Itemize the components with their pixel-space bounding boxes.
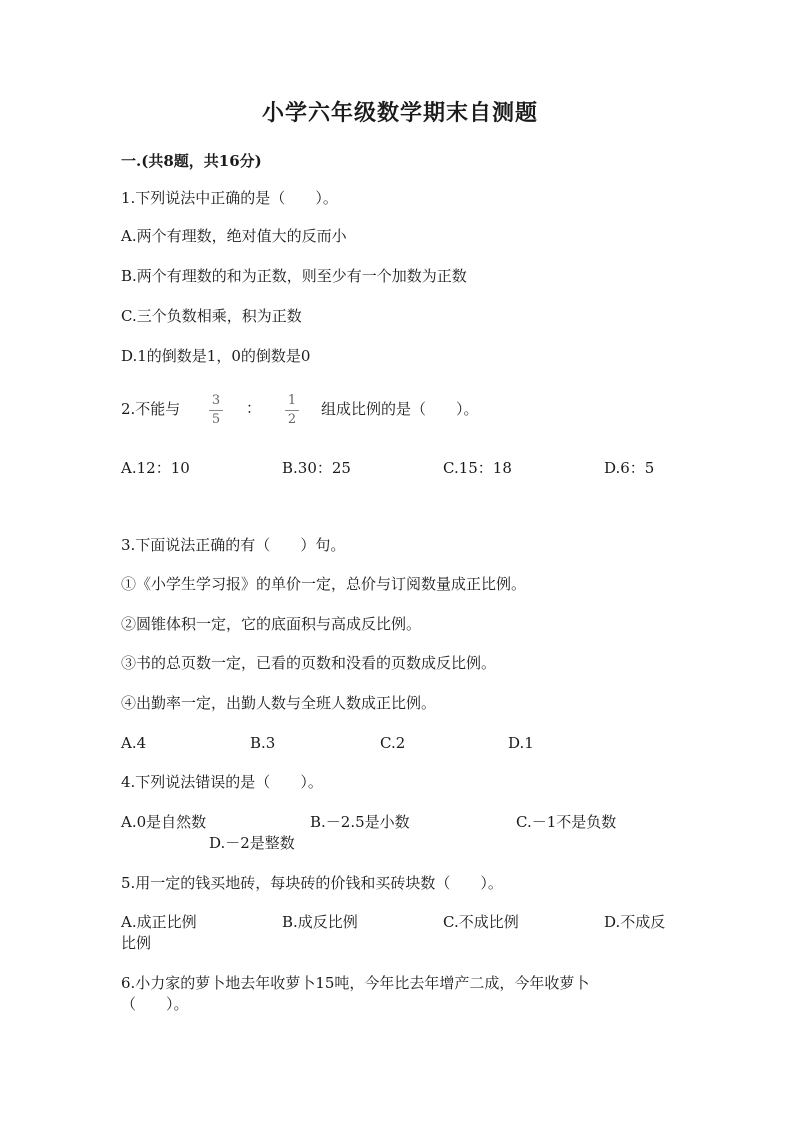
question-3-statement-4: ④出勤率一定，出勤人数与全班人数成正比例。	[121, 694, 437, 712]
question-2-prefix: 2.不能与	[121, 400, 181, 418]
question-5-option-c: C.不成比例	[443, 913, 519, 931]
ratio-colon: ：	[246, 399, 262, 417]
question-1-option-b: B.两个有理数的和为正数，则至少有一个加数为正数	[121, 267, 467, 285]
question-1-option-c: C.三个负数相乘，积为正数	[121, 307, 302, 325]
question-3-option-b: B.3	[250, 734, 276, 752]
question-3-statement-3: ③书的总页数一定，已看的页数和没看的页数成反比例。	[121, 654, 497, 672]
question-2-suffix: 组成比例的是（ ）。	[321, 400, 479, 418]
page-title: 小学六年级数学期末自测题	[261, 101, 538, 126]
question-2-option-d: D.6：5	[604, 459, 655, 477]
question-5-option-d-continued: 比例	[121, 934, 152, 952]
section-heading: 一.(共8题，共16分)	[121, 152, 262, 170]
fraction-numerator: 3	[211, 393, 221, 408]
fraction-bar	[209, 410, 223, 411]
question-6-stem-continued: （ ）。	[121, 995, 189, 1013]
fraction-denominator: 2	[287, 412, 297, 427]
fraction-three-fifths	[206, 394, 226, 427]
fraction-one-half	[282, 394, 302, 427]
question-3-statement-1: ①《小学生学习报》的单价一定，总价与订阅数量成正比例。	[121, 575, 527, 593]
question-1-stem: 1.下列说法中正确的是（ ）。	[121, 189, 338, 207]
question-4-stem: 4.下列说法错误的是（ ）。	[121, 773, 323, 791]
question-3-option-d: D.1	[508, 734, 534, 752]
question-2-option-a: A.12：10	[121, 459, 190, 477]
question-4-option-a: A.0是自然数	[121, 813, 207, 831]
question-2-option-c: C.15：18	[443, 459, 512, 477]
question-5-option-a: A.成正比例	[121, 913, 197, 931]
question-1-option-d: D.1的倒数是1，0的倒数是0	[121, 347, 311, 365]
question-3-statement-2: ②圆锥体积一定，它的底面积与高成反比例。	[121, 615, 422, 633]
fraction-bar	[285, 410, 299, 411]
question-5-option-b: B.成反比例	[282, 913, 358, 931]
fraction-denominator: 5	[211, 412, 221, 427]
question-5-stem: 5.用一定的钱买地砖，每块砖的价钱和买砖块数（ ）。	[121, 874, 503, 892]
question-3-option-a: A.4	[121, 734, 147, 752]
question-4-option-d: D.－2是整数	[209, 834, 295, 852]
question-3-stem: 3.下面说法正确的有（ ）句。	[121, 536, 346, 554]
question-4-option-c: C.－1不是负数	[516, 813, 617, 831]
question-4-option-b: B.－2.5是小数	[310, 813, 410, 831]
question-5-option-d: D.不成反	[604, 913, 666, 931]
question-3-option-c: C.2	[380, 734, 406, 752]
question-6-stem: 6.小力家的萝卜地去年收萝卜15吨，今年比去年增产二成，今年收萝卜	[121, 974, 590, 992]
question-1-option-a: A.两个有理数，绝对值大的反而小	[121, 227, 347, 245]
question-2-option-b: B.30：25	[282, 459, 351, 477]
fraction-numerator: 1	[287, 393, 297, 408]
